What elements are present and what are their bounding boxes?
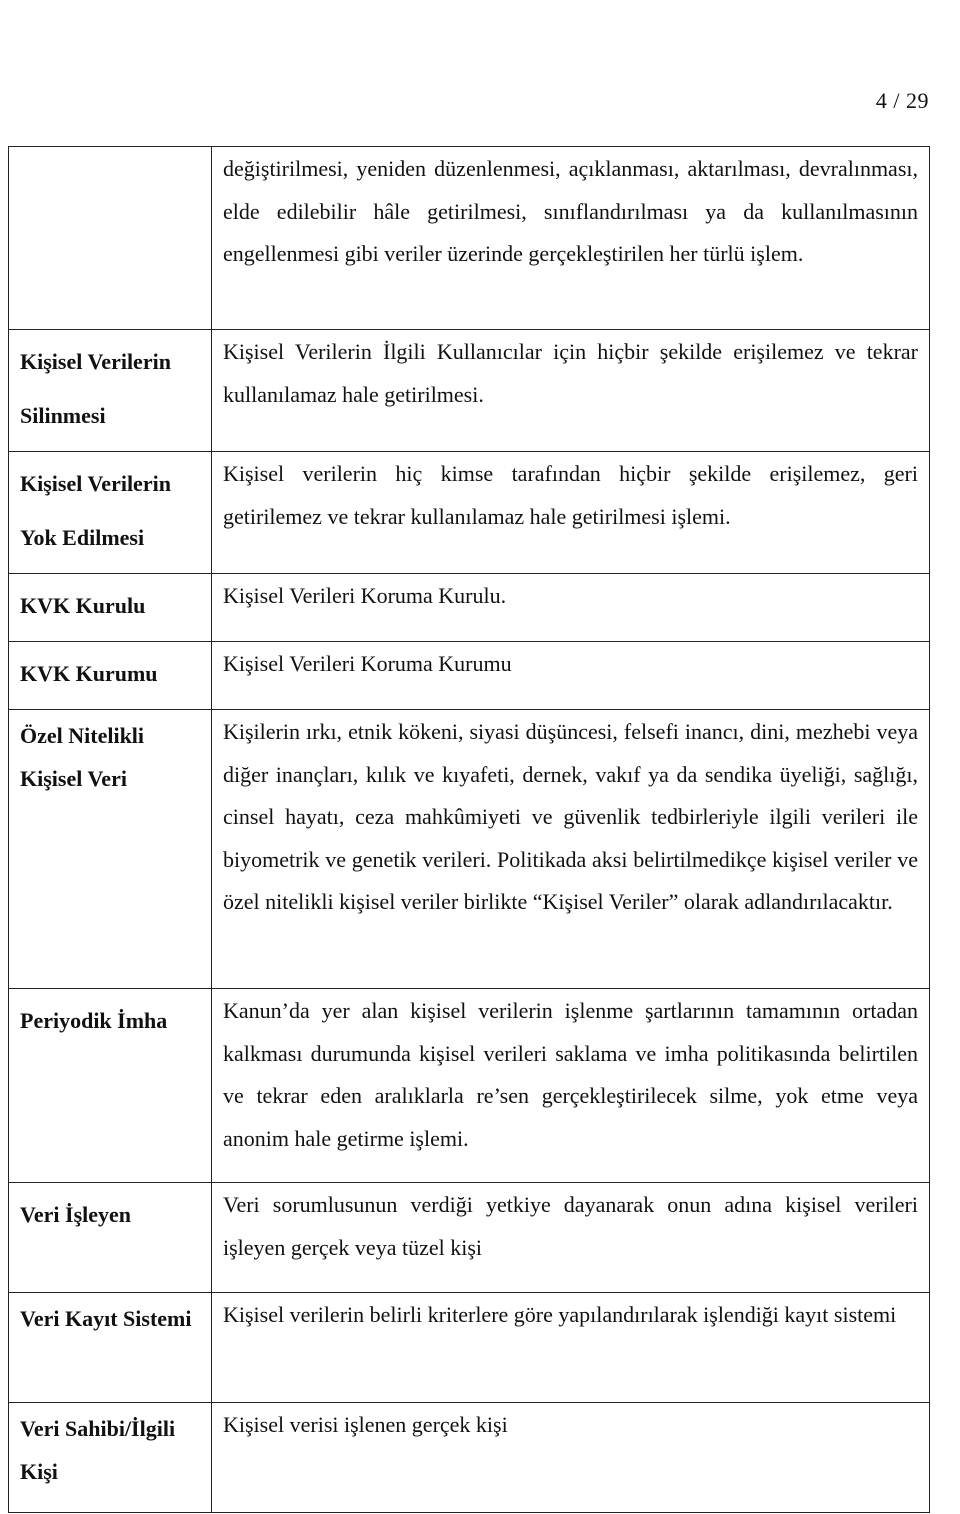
page-number: 4 / 29 <box>875 88 929 113</box>
term-label: Kişisel Verilerin Yok Edilmesi <box>20 471 171 550</box>
term-cell <box>9 574 212 642</box>
definition-cell: Kişisel verisi işlenen gerçek kişi <box>212 1403 930 1513</box>
definition-cell: Kişisel Verilerin İlgili Kullanıcılar için hiçbir şekilde erişilemez ve tekrar kullanılamaz hale getirilmesi. <box>212 330 930 452</box>
definition-cell: Kişisel verilerin belirli kriterlere göre yapılandırılarak işlendiği kayıt sistemi <box>212 1293 930 1403</box>
term-label: Veri Kayıt Sistemi <box>20 1306 192 1331</box>
table-row <box>9 574 930 642</box>
table-row <box>9 710 930 989</box>
table-row <box>9 642 930 710</box>
term-label: Veri Sahibi/İlgili Kişi <box>20 1416 176 1484</box>
term-label: KVK Kurumu <box>20 661 158 686</box>
definition-cell: Kişilerin ırkı, etnik kökeni, siyasi düşüncesi, felsefi inancı, dini, mezhebi veya diğer inançları, kılık ve kıyafeti, dernek, vakıf ya da sendika üyeliği, sağlığı, cinsel hayatı, ceza mahkûmiyeti ve güvenlik tedbirleriyle ilgili verileri ile biyometrik ve genetik verileri. Politikada aksi belirtilmedikçe kişisel veriler ve özel nitelikli kişisel veriler birlikte “Kişisel Veriler” olarak adlandırılacaktır. <box>212 710 930 989</box>
term-label: Periyodik İmha <box>20 1008 168 1033</box>
definition-cell: Kişisel Verileri Koruma Kurumu <box>212 642 930 710</box>
table-row <box>9 1403 930 1513</box>
definition-cell: değiştirilmesi, yeniden düzenlenmesi, açıklanması, aktarılması, devralınması, elde edilebilir hâle getirilmesi, sınıflandırılması ya da kullanılmasının engellenmesi gibi veriler üzerinde gerçekleştirilen her türlü işlem. <box>212 147 930 330</box>
definitions-table <box>8 146 930 1513</box>
term-label: Özel Nitelikli Kişisel Veri <box>20 723 145 791</box>
term-cell <box>9 452 212 574</box>
table-row <box>9 1183 930 1293</box>
definition-cell: Kanun’da yer alan kişisel verilerin işlenme şartlarının tamamının ortadan kalkması durumunda kişisel verileri saklama ve imha politikasında belirtilen ve tekrar eden aralıklarla re’sen gerçekleştirilecek silme, yok etme veya anonim hale getirme işlemi. <box>212 989 930 1183</box>
term-cell <box>9 1183 212 1293</box>
term-cell <box>9 989 212 1183</box>
term-label: Veri İşleyen <box>20 1202 132 1227</box>
term-cell <box>9 1403 212 1513</box>
table-row <box>9 452 930 574</box>
term-cell <box>9 710 212 989</box>
term-cell <box>9 330 212 452</box>
term-cell <box>9 1293 212 1403</box>
definition-cell: Kişisel verilerin hiç kimse tarafından hiçbir şekilde erişilemez, geri getirilemez ve tekrar kullanılamaz hale getirilmesi işlemi. <box>212 452 930 574</box>
definition-cell: Kişisel Verileri Koruma Kurulu. <box>212 574 930 642</box>
table-row <box>9 147 930 330</box>
table-row <box>9 330 930 452</box>
term-cell <box>9 147 212 330</box>
term-cell <box>9 642 212 710</box>
table-row <box>9 1293 930 1403</box>
table-row <box>9 989 930 1183</box>
term-label: KVK Kurulu <box>20 593 146 618</box>
term-label: Kişisel Verilerin Silinmesi <box>20 349 171 428</box>
definition-cell: Veri sorumlusunun verdiği yetkiye dayanarak onun adına kişisel verileri işleyen gerçek veya tüzel kişi <box>212 1183 930 1293</box>
